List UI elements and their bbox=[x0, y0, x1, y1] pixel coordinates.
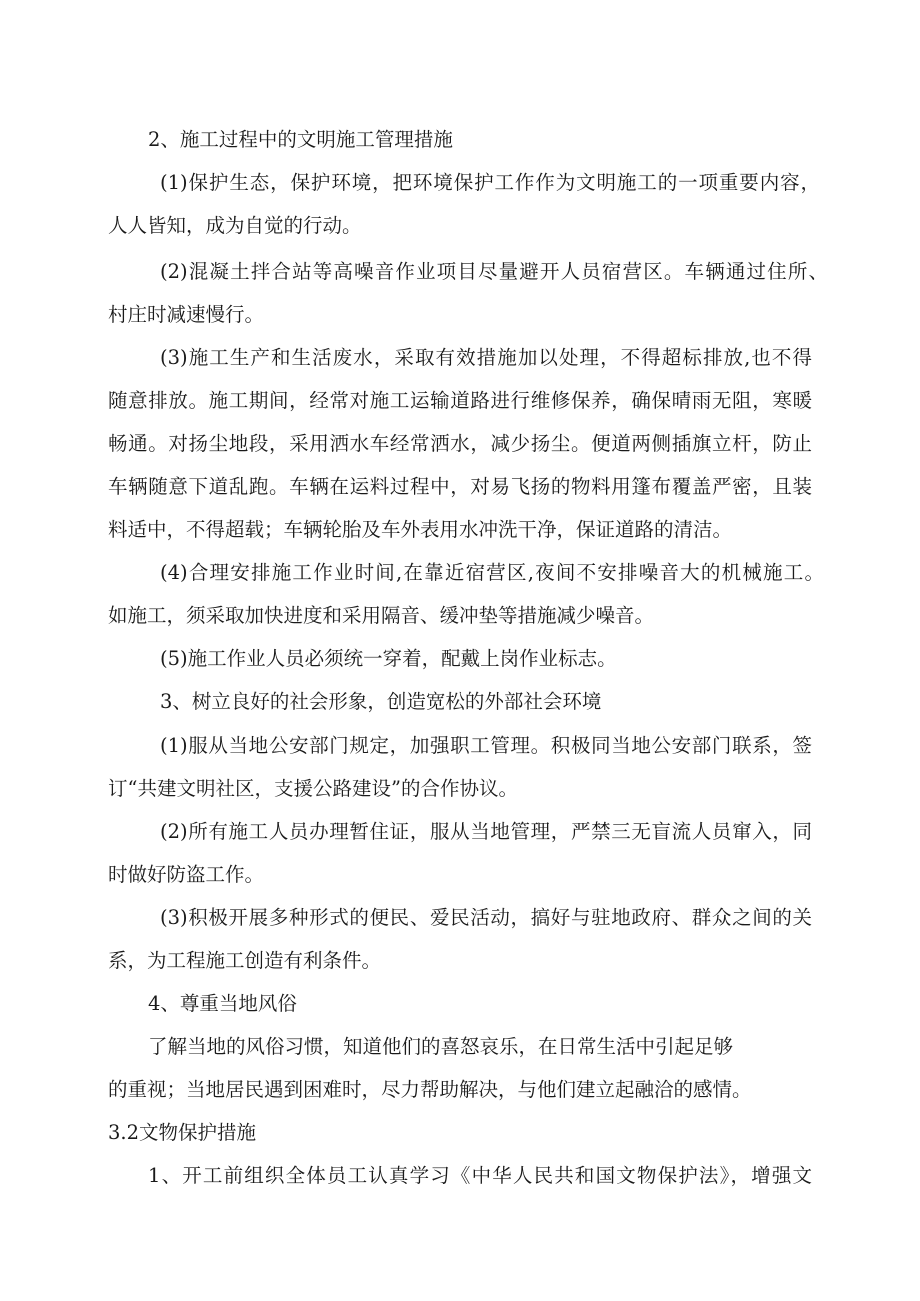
paragraph-line: 车辆随意下道乱跑。车辆在运料过程中，对易飞扬的物料用篷布覆盖严密，且装 bbox=[108, 475, 812, 498]
paragraph-line: (1)保护生态，保护环境，把环境保护工作作为文明施工的一项重要内容， bbox=[160, 171, 820, 194]
paragraph-line: 系，为工程施工创造有利条件。 bbox=[108, 949, 382, 972]
paragraph-line: 1、开工前组织全体员工认真学习《中华人民共和国文物保护法》，增强文 bbox=[148, 1164, 812, 1187]
paragraph-line: 时做好防盗工作。 bbox=[108, 863, 265, 886]
paragraph-line: 的重视；当地居民遇到困难时，尽力帮助解决，与他们建立起融洽的感情。 bbox=[108, 1078, 752, 1101]
paragraph-line: (2)混凝土拌合站等高噪音作业项目尽量避开人员宿营区。车辆通过住所、 bbox=[160, 260, 828, 283]
section-heading: 4、尊重当地风俗 bbox=[148, 992, 297, 1015]
paragraph-line: 如施工，须采取加快进度和采用隔音、缓冲垫等措施减少噪音。 bbox=[108, 604, 655, 627]
paragraph-line: 村庄时减速慢行。 bbox=[108, 303, 265, 326]
paragraph-line: 畅通。对扬尘地段，采用洒水车经常洒水，减少扬尘。便道两侧插旗立杆，防止 bbox=[108, 432, 812, 455]
paragraph-line: (5)施工作业人员必须统一穿着，配戴上岗作业标志。 bbox=[160, 647, 617, 670]
paragraph-line: 随意排放。施工期间，经常对施工运输道路进行维修保养，确保晴雨无阻，寒暖 bbox=[108, 389, 812, 412]
section-heading: 2、施工过程中的文明施工管理措施 bbox=[148, 128, 453, 151]
section-heading: 3、树立良好的社会形象，创造宽松的外部社会环境 bbox=[160, 690, 602, 713]
paragraph-line: 人人皆知，成为自觉的行动。 bbox=[108, 214, 362, 237]
paragraph-line: (3)积极开展多种形式的便民、爱民活动，搞好与驻地政府、群众之间的关 bbox=[160, 906, 812, 929]
paragraph-line: 料适中，不得超载；车辆轮胎及车外表用水冲洗干净，保证道路的清洁。 bbox=[108, 518, 733, 541]
paragraph-line: (2)所有施工人员办理暂住证，服从当地管理，严禁三无盲流人员窜入，同 bbox=[160, 820, 812, 843]
paragraph-line: 了解当地的风俗习惯，知道他们的喜怒哀乐，在日常生活中引起足够 bbox=[148, 1035, 734, 1058]
paragraph-line: (3)施工生产和生活废水，采取有效措施加以处理，不得超标排放,也不得 bbox=[160, 346, 812, 369]
paragraph-line: 订“共建文明社区，支援公路建设”的合作协议。 bbox=[108, 777, 518, 800]
subsection-heading: 3.2文物保护措施 bbox=[108, 1121, 257, 1144]
paragraph-line: (1)服从当地公安部门规定，加强职工管理。积极同当地公安部门联系，签 bbox=[160, 734, 812, 757]
paragraph-line: (4)合理安排施工作业时间,在靠近宿营区,夜间不安排噪音大的机械施工。 bbox=[160, 561, 824, 584]
